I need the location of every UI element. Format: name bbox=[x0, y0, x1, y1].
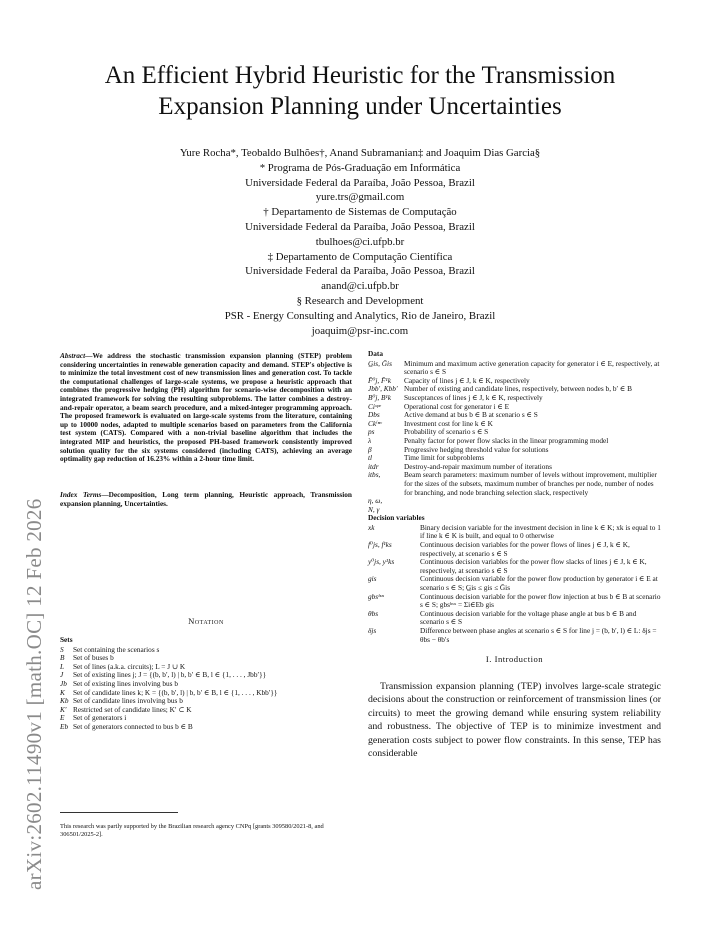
symbol-description: Set of buses b bbox=[73, 653, 114, 663]
author-email: tbulhoes@ci.ufpb.br bbox=[315, 235, 405, 248]
data-entry bbox=[368, 497, 661, 506]
sets-list bbox=[60, 636, 352, 732]
symbol: J bbox=[60, 670, 64, 680]
affiliation-line: § Research and Development bbox=[296, 294, 424, 307]
decision-variables-heading: Decision variables bbox=[368, 513, 425, 523]
symbol-description: Set of candidate lines involving bus b bbox=[73, 696, 183, 706]
symbol-description: Set of generators i bbox=[73, 713, 127, 723]
symbol-description: Active demand at bus b ∈ B at scenario s ∈ S bbox=[404, 410, 538, 420]
symbol: β bbox=[368, 444, 372, 454]
symbol-description: Set containing the scenarios s bbox=[73, 644, 160, 654]
symbol-description: Progressive hedging threshold value for solutions bbox=[404, 444, 549, 454]
symbol: η, ω, bbox=[368, 496, 383, 506]
symbol-description: Set of existing lines involving bus b bbox=[73, 678, 178, 688]
symbol: N, γ bbox=[368, 504, 380, 514]
symbol: xk bbox=[368, 522, 375, 532]
abstract-text: —We address the stochastic transmission expansion planning (STEP) problem considering uncertainties in renewable generation capacity and demand. STEP's objective is to minimize the total investment cost of new transmission lines and generation cost. To tackle the computational challenges of large-scale systems, we propose a heuristic approach that combines the progressive hedging (PH) algorithm for scenario-wise decomposition with an integrated framework for solving the resulting subproblems. The latter combines a destroy-and-repair operator, a beam search procedure, and a mixed-integer programming approach. The proposed framework is evaluated on large-scale systems from the literature, containing up to 10000 nodes, adapted to multiple scenarios based on parameters from the California test system (CATS). Compared with a non-trivial baseline algorithm that includes the integrated MIP and heuristics, the proposed PH-based framework consistently improved solution quality for the six systems considered (including CATS), achieving an average optimality gap reduction of 16.23% within a 2-hour time limit. bbox=[60, 351, 352, 464]
symbol: y⁰js, y¹ks bbox=[368, 557, 395, 567]
symbol-description: Continuous decision variable for the power flow production by generator i ∈ E at scenario s ∈ S; G̲is ≤ gis ≤ Ḡis bbox=[420, 574, 658, 593]
symbol-description: Capacity of lines j ∈ J, k ∈ K, respectively bbox=[404, 375, 530, 385]
symbol-description: Destroy-and-repair maximum number of iterations bbox=[404, 461, 552, 471]
symbol: F̄⁰j, F̄¹k bbox=[368, 375, 391, 385]
symbol: Ciᵒᵖᵉ bbox=[368, 401, 381, 411]
affiliation-line: Universidade Federal da Paraíba, João Pessoa, Brazil bbox=[245, 265, 475, 278]
symbol-description bbox=[404, 497, 661, 506]
symbol: E bbox=[60, 713, 65, 723]
data-entry bbox=[368, 360, 661, 377]
affiliation-line: Universidade Federal da Paraíba, João Pessoa, Brazil bbox=[245, 220, 475, 233]
author-names: Yure Rocha*, Teobaldo Bulhões†, Anand Subramanian‡ and Joaquim Dias Garcia§ bbox=[179, 147, 541, 159]
author-block bbox=[60, 146, 660, 338]
footnote: This research was partly supported by the Brazilian research agency CNPq [grants 309580/2021-8, and 306501/2025-2]. bbox=[60, 823, 324, 838]
symbol-description: Set of lines (a.k.a. circuits); L = J ∪ K bbox=[73, 661, 186, 671]
arxiv-identifier: arXiv:2602.11490v1 [math.OC] 12 Feb 2026 bbox=[22, 498, 46, 890]
paper-title bbox=[60, 60, 660, 122]
symbol-description: Continuous decision variable for the power flow injection at bus b ∈ B at scenario s ∈ S; gbsᵇᵘˢ = Σi∈Eb gis bbox=[420, 591, 661, 610]
symbol-description bbox=[404, 506, 661, 515]
symbol: K bbox=[60, 687, 65, 697]
decision-variable-entry bbox=[368, 610, 661, 627]
symbol-description: Set of generators connected to bus b ∈ B bbox=[73, 721, 193, 731]
symbol: G̲is, Ḡis bbox=[368, 358, 392, 368]
symbol-description: Probability of scenario s ∈ S bbox=[404, 427, 489, 437]
symbol-description: Penalty factor for power flow slacks in the linear programming model bbox=[404, 435, 609, 445]
author-email: yure.trs@gmail.com bbox=[315, 191, 405, 204]
symbol: S bbox=[60, 644, 64, 654]
symbol: Ckⁱⁿᵛ bbox=[368, 418, 382, 428]
symbol-description: Restricted set of candidate lines; K′ ⊂ K bbox=[73, 704, 192, 714]
decision-variable-entry bbox=[368, 575, 661, 592]
title-line-2: Expansion Planning under Uncertainties bbox=[158, 93, 562, 120]
symbol-description: Beam search parameters: maximum number of levels without improvement, multiplier for the sizes of the subsets, maximum number of branches per node, number of nodes for branching, and node branching selection slack, respectively bbox=[404, 470, 657, 497]
author-email: joaquim@psr-inc.com bbox=[311, 324, 409, 337]
symbol: Jbb′, Kbb′ bbox=[368, 384, 398, 394]
symbol-description: Minimum and maximum active generation capacity for generator i ∈ E, respectively, at scenario s ∈ S bbox=[404, 358, 660, 377]
symbol-description: Continuous decision variables for the power flows of lines j ∈ J, k ∈ K, respectively, at scenario s ∈ S bbox=[420, 540, 630, 558]
symbol-description: Operational cost for generator i ∈ E bbox=[404, 401, 510, 411]
introduction-text: Transmission expansion planning (TEP) involves large-scale strategic decisions about the construction or reinforcement of transmission lines (or circuits) to meet the growing demand while ensuring system reliability and robustness. The objective of TEP is to minimize investment and generation costs subject to power flow constraints. In this sense, TEP has considerable bbox=[368, 681, 661, 760]
symbol-description: Set of existing lines j; J = {(b, b′, l) | b, b′ ∈ B, l ∈ {1, . . . , Jbb′}} bbox=[73, 670, 267, 680]
title-line-1: An Efficient Hybrid Heuristic for the Transmission bbox=[104, 62, 616, 89]
introduction-heading: I. Introduction bbox=[485, 654, 544, 664]
symbol-description: Continuous decision variable for the voltage phase angle at bus b ∈ B and scenario s ∈ S bbox=[420, 608, 637, 627]
symbol: Jb bbox=[60, 678, 67, 688]
sets-heading: Sets bbox=[60, 635, 73, 644]
decision-variable-entry bbox=[368, 524, 661, 541]
affiliation-line: PSR - Energy Consulting and Analytics, Rio de Janeiro, Brazil bbox=[224, 309, 496, 322]
symbol: Kb bbox=[60, 696, 69, 706]
abstract bbox=[60, 352, 352, 464]
affiliation-line: ‡ Departamento de Computação Científica bbox=[267, 250, 453, 263]
symbol: δjs bbox=[368, 626, 377, 635]
index-terms-text: —Decomposition, Long term planning, Heuristic approach, Transmission expansion planning, Uncertainties. bbox=[60, 490, 352, 508]
footnote-rule bbox=[60, 812, 178, 813]
decision-variable-entry bbox=[368, 627, 661, 644]
symbol: B bbox=[60, 653, 65, 663]
symbol: K′ bbox=[60, 704, 67, 714]
index-terms bbox=[60, 491, 352, 508]
decision-variable-entry bbox=[368, 558, 661, 575]
symbol: itdr bbox=[368, 461, 379, 471]
index-terms-label: Index Terms bbox=[60, 490, 102, 499]
decision-variable-entry bbox=[368, 541, 661, 558]
symbol-description: Investment cost for line k ∈ K bbox=[404, 418, 493, 428]
abstract-label: Abstract bbox=[60, 351, 86, 360]
symbol-description: Time limit for subproblems bbox=[404, 453, 485, 463]
symbol: Dbs bbox=[368, 410, 380, 420]
symbol: gbsᵇᵘˢ bbox=[368, 591, 384, 601]
data-list bbox=[368, 350, 661, 644]
data-entry bbox=[368, 471, 661, 497]
symbol-description: Number of existing and candidate lines, respectively, between nodes b, b′ ∈ B bbox=[404, 384, 633, 394]
notation-heading: Notation bbox=[188, 616, 224, 626]
symbol-description: Binary decision variable for the investment decision in line k ∈ K; xk is equal to 1 if line k ∈ K is built, and equal to 0 otherwise bbox=[420, 522, 661, 541]
symbol: tl bbox=[368, 453, 373, 463]
symbol-description: Set of candidate lines k; K = {(b, b′, l) | b, b′ ∈ B, l ∈ {1, . . . , Kbb′}} bbox=[73, 687, 278, 697]
symbol: Eb bbox=[60, 721, 69, 731]
symbol: gis bbox=[368, 574, 377, 584]
decision-variable-entry bbox=[368, 593, 661, 610]
symbol-description: Continuous decision variables for the power flow slacks of lines j ∈ J, k ∈ K, respectively, at scenario s ∈ S bbox=[420, 557, 647, 575]
symbol: λ bbox=[368, 435, 372, 445]
set-entry bbox=[60, 723, 352, 732]
arxiv-watermark bbox=[8, 210, 52, 890]
affiliation-line: † Departamento de Sistemas de Computação bbox=[263, 206, 457, 219]
author-email: anand@ci.ufpb.br bbox=[321, 280, 399, 293]
symbol: L bbox=[60, 661, 65, 671]
symbol: ps bbox=[368, 427, 375, 437]
symbol: f⁰js, f¹ks bbox=[368, 540, 392, 550]
symbol: θbs bbox=[368, 608, 379, 618]
symbol-description: Difference between phase angles at scenario s ∈ S for line j = (b, b′, l) ∈ L: δjs = θbs − θb′s bbox=[420, 626, 657, 644]
data-heading: Data bbox=[368, 349, 383, 358]
symbol: B⁰j, B¹k bbox=[368, 392, 391, 402]
symbol-description: Susceptances of lines j ∈ J, k ∈ K, respectively bbox=[404, 392, 543, 402]
affiliation-line: * Programa de Pós-Graduação em Informática bbox=[259, 161, 461, 174]
affiliation-line: Universidade Federal da Paraíba, João Pessoa, Brazil bbox=[245, 176, 475, 189]
symbol: itbs, bbox=[368, 470, 381, 480]
